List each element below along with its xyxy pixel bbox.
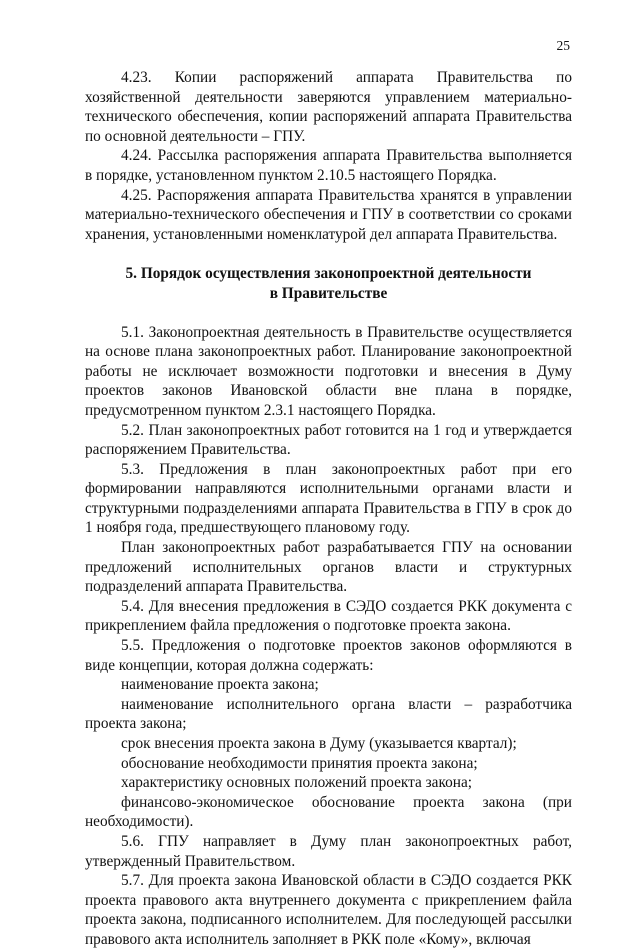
section-title-line-1: 5. Порядок осуществления законопроектной деятельности bbox=[125, 265, 532, 283]
list-item-characteristics: характеристику основных положений проекта закона; bbox=[121, 774, 472, 792]
section-title bbox=[85, 264, 572, 303]
paragraph-4-24: 4.24. Рассылка распоряжения аппарата Правительства выполняется в порядке, установленном пунктом 2.10.5 настоящего Порядка. bbox=[85, 147, 572, 184]
paragraph-4-23: 4.23. Копии распоряжений аппарата Правительства по хозяйственной деятельности заверяются управлением материально-технического обеспечения, копии распоряжений аппарата Правительства по основной деятельности – ГПУ. bbox=[85, 69, 572, 145]
paragraph-5-6: 5.6. ГПУ направляет в Думу план законопроектных работ, утвержденный Правительством. bbox=[85, 832, 572, 870]
document-body bbox=[85, 68, 572, 950]
paragraph-5-3: 5.3. Предложения в план законопроектных работ при его формировании направляются исполнительными органами власти и структурными подразделениями аппарата Правительства в ГПУ в срок до 1 ноября года, предшествующего плановому году. bbox=[85, 460, 572, 537]
list-item-developer: наименование исполнительного органа власти – разработчика проекта закона; bbox=[85, 695, 572, 733]
paragraph-5-7: 5.7. Для проекта закона Ивановской области в СЭДО создается РКК проекта правового акта внутреннего документа с прикреплением файла проекта закона, подписанного исполнителем. Для последующей рассылки правового акта исполнитель заполняет в РКК поле «Кому», включая bbox=[85, 872, 572, 948]
paragraph-5-5: 5.5. Предложения о подготовке проектов законов оформляются в виде концепции, которая должна содержать: bbox=[85, 637, 572, 674]
paragraph-5-4: 5.4. Для внесения предложения в СЭДО создается РКК документа с прикреплением файла предложения о подготовке проекта закона. bbox=[85, 597, 572, 635]
paragraph-plan: План законопроектных работ разрабатывается ГПУ на основании предложений исполнительных органов власти и структурных подразделений аппарата Правительства. bbox=[85, 539, 572, 596]
page-number: 25 bbox=[556, 38, 570, 53]
list-item-deadline: срок внесения проекта закона в Думу (указывается квартал); bbox=[121, 735, 517, 752]
list-item-financial: финансово-экономическое обоснование проекта закона (при необходимости). bbox=[85, 793, 572, 831]
list-item-justification: обоснование необходимости принятия проекта закона; bbox=[121, 754, 478, 772]
paragraph-5-2: 5.2. План законопроектных работ готовится на 1 год и утверждается распоряжением Правительства. bbox=[85, 421, 572, 459]
list-item-name: наименование проекта закона; bbox=[121, 676, 319, 694]
paragraph-4-25: 4.25. Распоряжения аппарата Правительства хранятся в управлении материально-технического обеспечения и ГПУ в соответствии со сроками хранения, установленными номенклатурой дел аппарата Правительства. bbox=[85, 186, 572, 243]
section-title-line-2: в Правительстве bbox=[269, 284, 388, 302]
paragraph-5-1: 5.1. Законопроектная деятельность в Правительстве осуществляется на основе плана законопроектных работ. Планирование законопроектной работы не исключает возможности подготовки и внесения в Думу проектов законов Ивановской области вне плана в порядке, предусмотренном пунктом 2.3.1 настоящего Порядка. bbox=[85, 323, 572, 419]
